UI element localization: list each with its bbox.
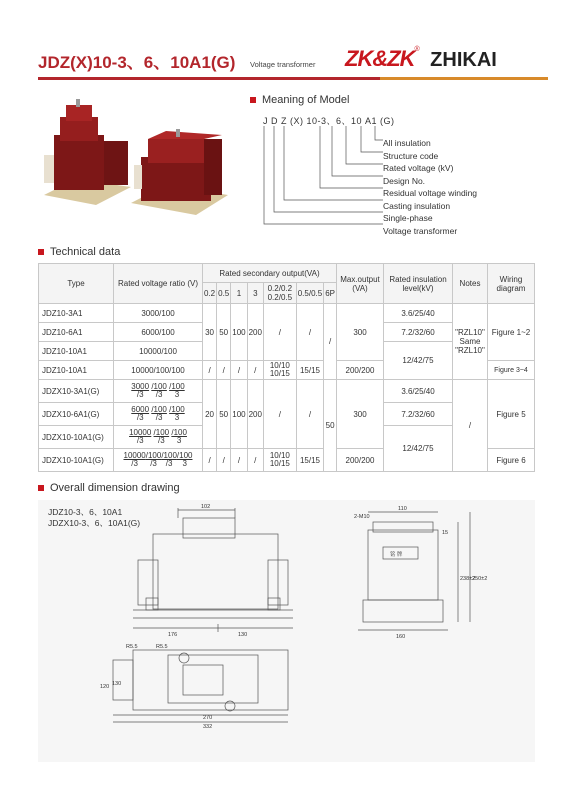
model-meaning-list xyxy=(383,137,477,237)
table-row: JDZ10-10A1 10000/100/100 / / / / 10/10 10/15 15/15 200/200 Figure 3~4 xyxy=(39,361,535,380)
col-ratio: Rated voltage ratio (V) xyxy=(114,264,203,304)
dim-label: 2-M10 xyxy=(354,514,370,520)
col-wiring: Wiring diagram xyxy=(488,264,535,304)
dimension-drawing xyxy=(38,500,535,762)
dim-label: 238±2 xyxy=(460,576,476,582)
page-subtitle: Voltage transformer xyxy=(250,60,316,69)
dim-label: 110 xyxy=(398,506,407,512)
col-0505: 0.5/0.5 xyxy=(296,283,323,304)
dim-label: R5.5 xyxy=(156,644,168,650)
model-item: All insulation xyxy=(383,138,431,148)
table-row: JDZX10-10A1(G) $\frac{10000}{/3}\frac{/100}{/3}\frac{/100}{/3}\frac{/100}{3}$ / / / / 10/10 10/15 15/15 200/200 Figure 6 xyxy=(39,449,535,472)
col-notes: Notes xyxy=(453,264,488,304)
brand-logo: ZK&ZK® ZHIKAI xyxy=(345,46,497,71)
col-6p: 6P xyxy=(324,283,337,304)
table-row: JDZ10-3A1 3000/100 30 50 100 200 / / / 300 3.6/25/40 "RZL10" Same "RZL10" Figure 1~2 xyxy=(39,304,535,323)
model-item: Design No. xyxy=(383,175,426,186)
notes-cell: "RZL10" Same "RZL10" xyxy=(453,304,488,380)
logo-mark: ZK&ZK xyxy=(345,46,415,71)
model-code: J D Z (X) 10-3、6、10 A1 (G) xyxy=(263,116,395,126)
header-divider-accent xyxy=(380,77,548,80)
model-item: Single-phase xyxy=(383,213,433,223)
dim-label: 270 xyxy=(203,715,213,721)
drawing-model-labels: JDZ10-3、6、10A1 JDZX10-3、6、10A1(G) xyxy=(48,507,141,528)
dim-label: 130 xyxy=(112,681,122,687)
dim-label: 332 xyxy=(203,724,213,730)
drawing-heading: Overall dimension drawing xyxy=(38,482,180,494)
technical-data-table xyxy=(38,263,535,472)
col-3: 3 xyxy=(247,283,263,304)
nameplate-label: 铭 牌 xyxy=(390,552,403,558)
dim-label: 130 xyxy=(238,632,248,638)
col-0202: 0.2/0.2 0.2/0.5 xyxy=(263,283,296,304)
page-title: JDZ(X)10-3、6、10A1(G) xyxy=(38,53,236,72)
dim-label: 120 xyxy=(100,684,110,690)
model-bracket-lines xyxy=(260,124,385,230)
table-row: JDZX10-3A1(G) $\frac{3000}{/3} \frac{/100}{/3} \frac{/100}{3}$ 20 50 100 200 / / 50 300 3.6/25/40 / Figure 5 xyxy=(39,380,535,403)
tech-heading: Technical data xyxy=(38,246,120,258)
table-row: JDZ10-10A1 10000/100 12/42/75 xyxy=(39,342,535,361)
col-max-output: Max.output (VA) xyxy=(337,264,384,304)
model-item: Residual voltage winding xyxy=(383,188,478,198)
col-02: 0.2 xyxy=(203,283,217,304)
brand-name: ZHIKAI xyxy=(430,49,497,71)
dim-label: 15 xyxy=(442,530,449,536)
table-row: JDZX10-6A1(G) $\frac{6000}{/3} \frac{/100}{/3} \frac{/100}{3}$ 7.2/32/60 xyxy=(39,403,535,426)
dim-label: 176 xyxy=(168,632,178,638)
model-item: Casting insulation xyxy=(383,200,451,211)
bullet-square-icon xyxy=(250,97,256,103)
table-row: JDZX10-10A1(G) $\frac{10000}{/3} \frac{/100}{/3} \frac{/100}{3}$ 12/42/75 xyxy=(39,426,535,449)
table-row: JDZ10-6A1 6000/100 7.2/32/60 xyxy=(39,323,535,342)
model-heading: Meaning of Model xyxy=(250,94,349,106)
model-item: Voltage transformer xyxy=(383,225,458,236)
dim-label: 160 xyxy=(396,634,406,640)
model-item: Structure code xyxy=(383,150,439,161)
col-type: Type xyxy=(39,264,114,304)
bullet-square-icon xyxy=(38,249,44,255)
dim-label: 250±2 xyxy=(472,576,488,582)
col-1: 1 xyxy=(231,283,247,304)
model-item: Rated voltage (kV) xyxy=(383,163,454,173)
product-photo xyxy=(36,95,236,225)
dim-label: 102 xyxy=(201,504,211,510)
bullet-square-icon xyxy=(38,485,44,491)
col-secondary: Rated secondary output(VA) xyxy=(203,264,337,283)
col-insulation: Rated insulation level(kV) xyxy=(384,264,453,304)
col-05: 0.5 xyxy=(217,283,231,304)
dim-label: R5.5 xyxy=(126,644,138,650)
